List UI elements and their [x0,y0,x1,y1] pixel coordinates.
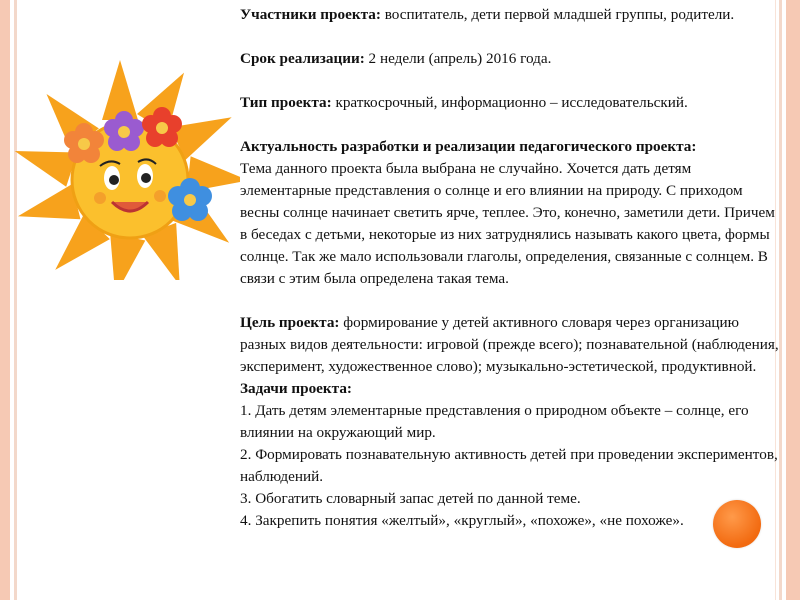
participants-text: воспитатель, дети первой младшей группы, родители. [384,6,735,23]
type-text: краткосрочный, информационно – исследовательский. [335,94,688,111]
task-item: 1. Дать детям элементарные представления о природном объекте – солнце, его влиянии на окружающий мир. [240,402,749,441]
type-label: Тип проекта: [240,94,332,111]
goal-label: Цель проекта: [240,314,340,331]
sun-with-flowers-illustration [0,40,240,280]
slide-text-block [240,4,780,532]
participants-label: Участники проекта: [240,6,381,23]
task-item: 3. Обогатить словарный запас детей по данной теме. [240,490,581,507]
orange-circle-decoration [713,500,761,548]
participants-paragraph [240,4,780,26]
relevance-text: Тема данного проекта была выбрана не случайно. Хочется дать детям элементарные представления о солнце и его влиянии на природу. С приходом весны солнце начинает светить ярче, теплее. Это, конечно, заметили дети. Причем в беседах с детьми, некоторые из них затруднялись называть какого цвета, формы солнце. Так же мало использовали глаголы, определения, связанные с солнцем. В связи с этим была определена такая тема. [240,160,775,287]
right-decor-stripe [786,0,800,600]
relevance-label: Актуальность разработки и реализации педагогического проекта: [240,138,697,155]
type-paragraph [240,92,780,114]
task-item: 2. Формировать познавательную активность детей при проведении экспериментов, наблюдений. [240,446,778,485]
task-item: 4. Закрепить понятия «желтый», «круглый», «похоже», «не похоже». [240,512,684,529]
goal-text: формирование у детей активного словаря через организацию разных видов деятельности: игровой (прежде всего); познавательной (наблюдения, эксперимент, художественное слово); музыкально-эстетической, продуктивной. [240,314,779,375]
timeline-paragraph [240,48,780,70]
goal-paragraph [240,312,780,378]
timeline-text: 2 недели (апрель) 2016 года. [368,50,552,67]
timeline-label: Срок реализации: [240,50,365,67]
tasks-label: Задачи проекта: [240,380,352,397]
